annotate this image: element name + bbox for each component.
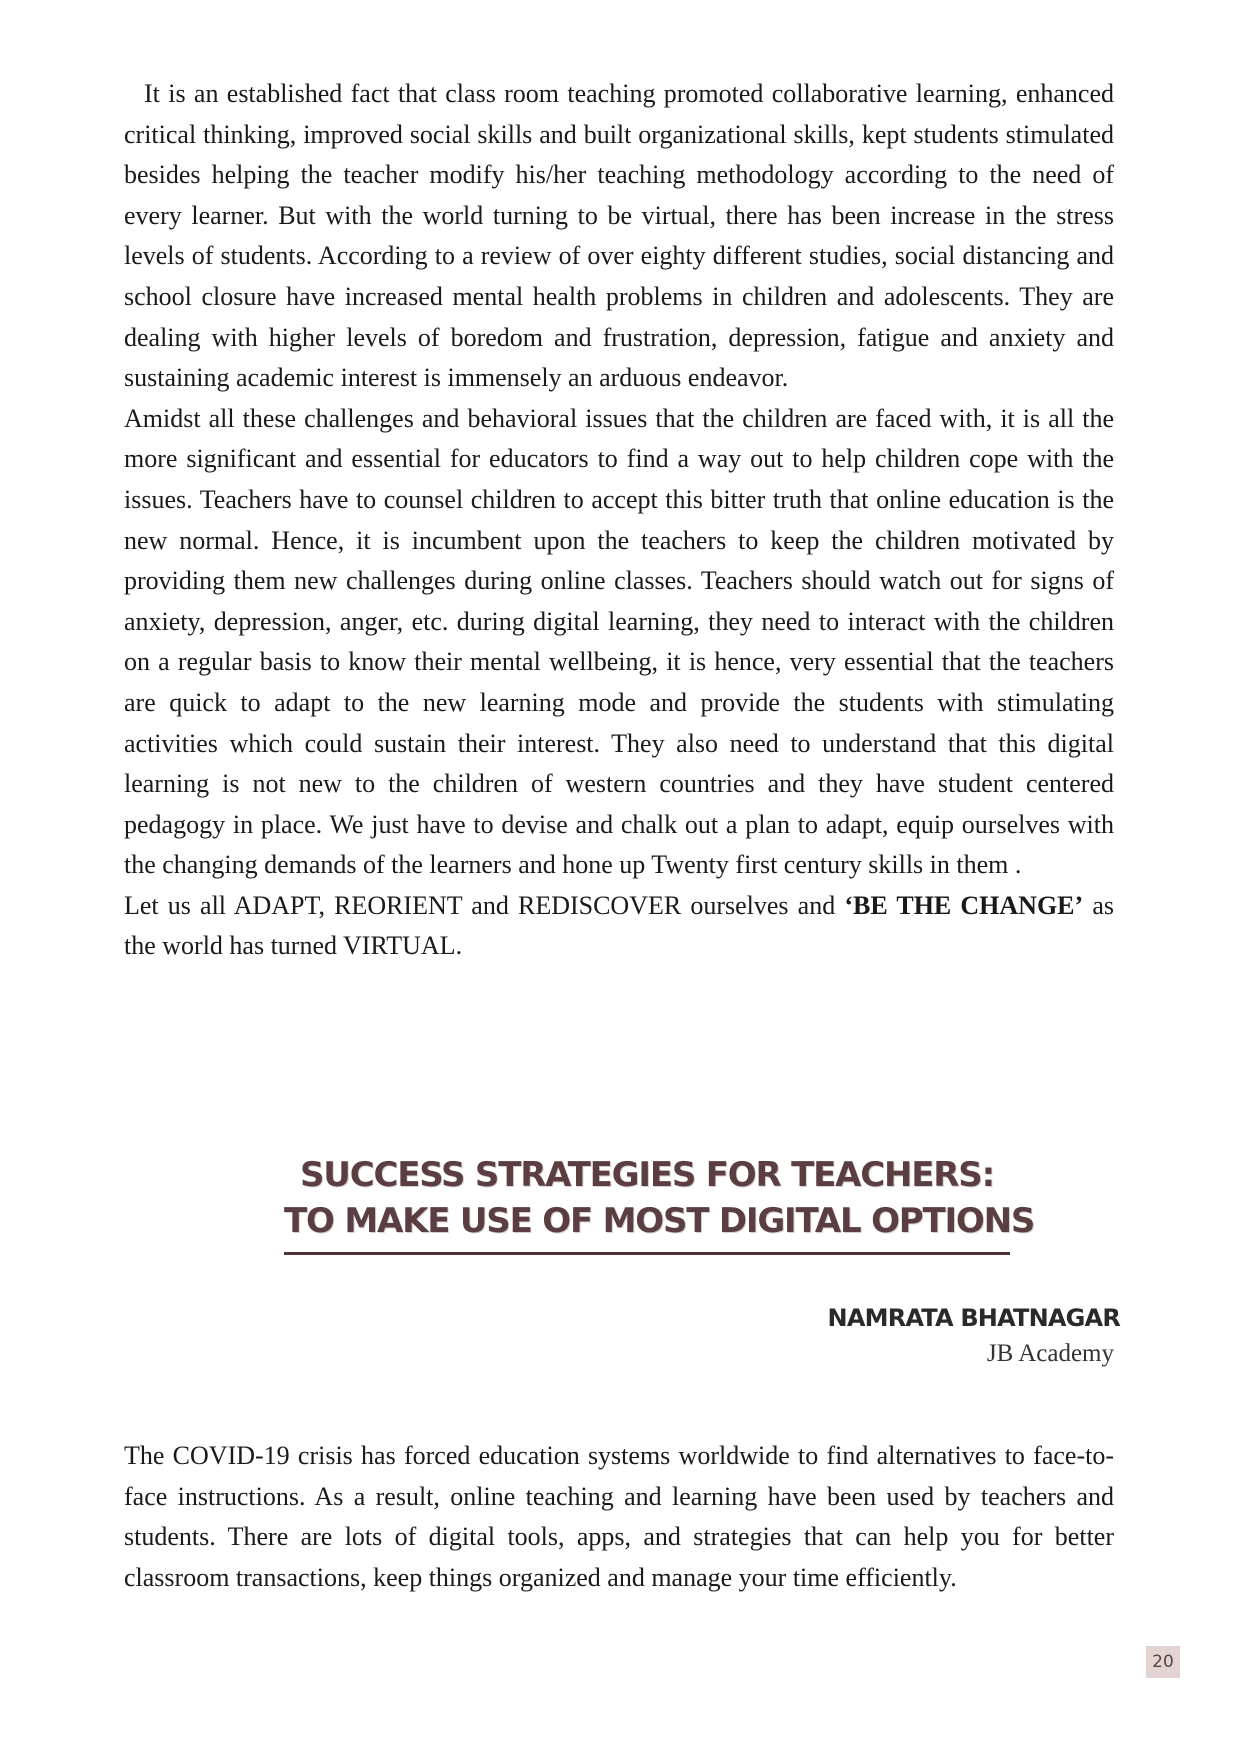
paragraph-closing-call bbox=[124, 886, 1114, 967]
article-body-top bbox=[124, 74, 1114, 967]
author-name: NAMRATA BHATNAGAR bbox=[827, 1304, 1120, 1332]
article-body-bottom bbox=[124, 1436, 1114, 1598]
section-title-line-2: TO MAKE USE OF MOST DIGITAL OPTIONS bbox=[284, 1201, 1035, 1241]
page-number-badge: 20 bbox=[1146, 1646, 1180, 1678]
paragraph-educators-challenges: Amidst all these challenges and behavioral issues that the children are faced with, it is all the more significant and essential for educators to find a way out to help children cope with the issues. Teachers have to counsel children to accept this bitter truth that online education is the new normal. Hence, it is incumbent upon the teachers to keep the children motivated by providing them new challenges during online classes. Teachers should watch out for signs of anxiety, depression, anger, etc. during digital learning, they need to interact with the children on a regular basis to know their mental wellbeing, it is hence, very essential that the teachers are quick to adapt to the new learning mode and provide the students with stimulating activities which could sustain their interest. They also need to understand that this digital learning is not new to the children of western countries and they have student centered pedagogy in place. We just have to devise and chalk out a plan to adapt, equip ourselves with the changing demands of the learners and hone up Twenty first century skills in them . bbox=[124, 403, 1114, 880]
section-title bbox=[284, 1152, 1035, 1244]
closing-bold-phrase: ‘BE THE CHANGE’ bbox=[844, 890, 1084, 920]
closing-text-start: Let us all ADAPT, REORIENT and REDISCOVER ourselves and bbox=[124, 890, 845, 920]
author-school: JB Academy bbox=[986, 1340, 1114, 1367]
paragraph-classroom-teaching: It is an established fact that class room teaching promoted collaborative learning, enhanced critical thinking, improved social skills and built organizational skills, kept students stimulated besides helping the teacher modify his/her teaching methodology according to the need of every learner. But with the world turning to be virtual, there has been increase in the stress levels of students. According to a review of over eighty different studies, social distancing and school closure have increased mental health problems in children and adolescents. They are dealing with higher levels of boredom and frustration, depression, fatigue and anxiety and sustaining academic interest is immensely an arduous endeavor. bbox=[124, 79, 1114, 393]
paragraph-covid-crisis: The COVID-19 crisis has forced education systems worldwide to find alternatives to face-to-face instructions. As a result, online teaching and learning have been used by teachers and students. There are lots of digital tools, apps, and strategies that can help you for better classroom transactions, keep things organized and manage your time efficiently. bbox=[124, 1441, 1114, 1592]
title-underline-divider bbox=[284, 1252, 1010, 1255]
section-title-line-1: SUCCESS STRATEGIES FOR TEACHERS: bbox=[300, 1155, 994, 1195]
closing-text-end: as the world has turned VIRTUAL. bbox=[124, 890, 1114, 961]
